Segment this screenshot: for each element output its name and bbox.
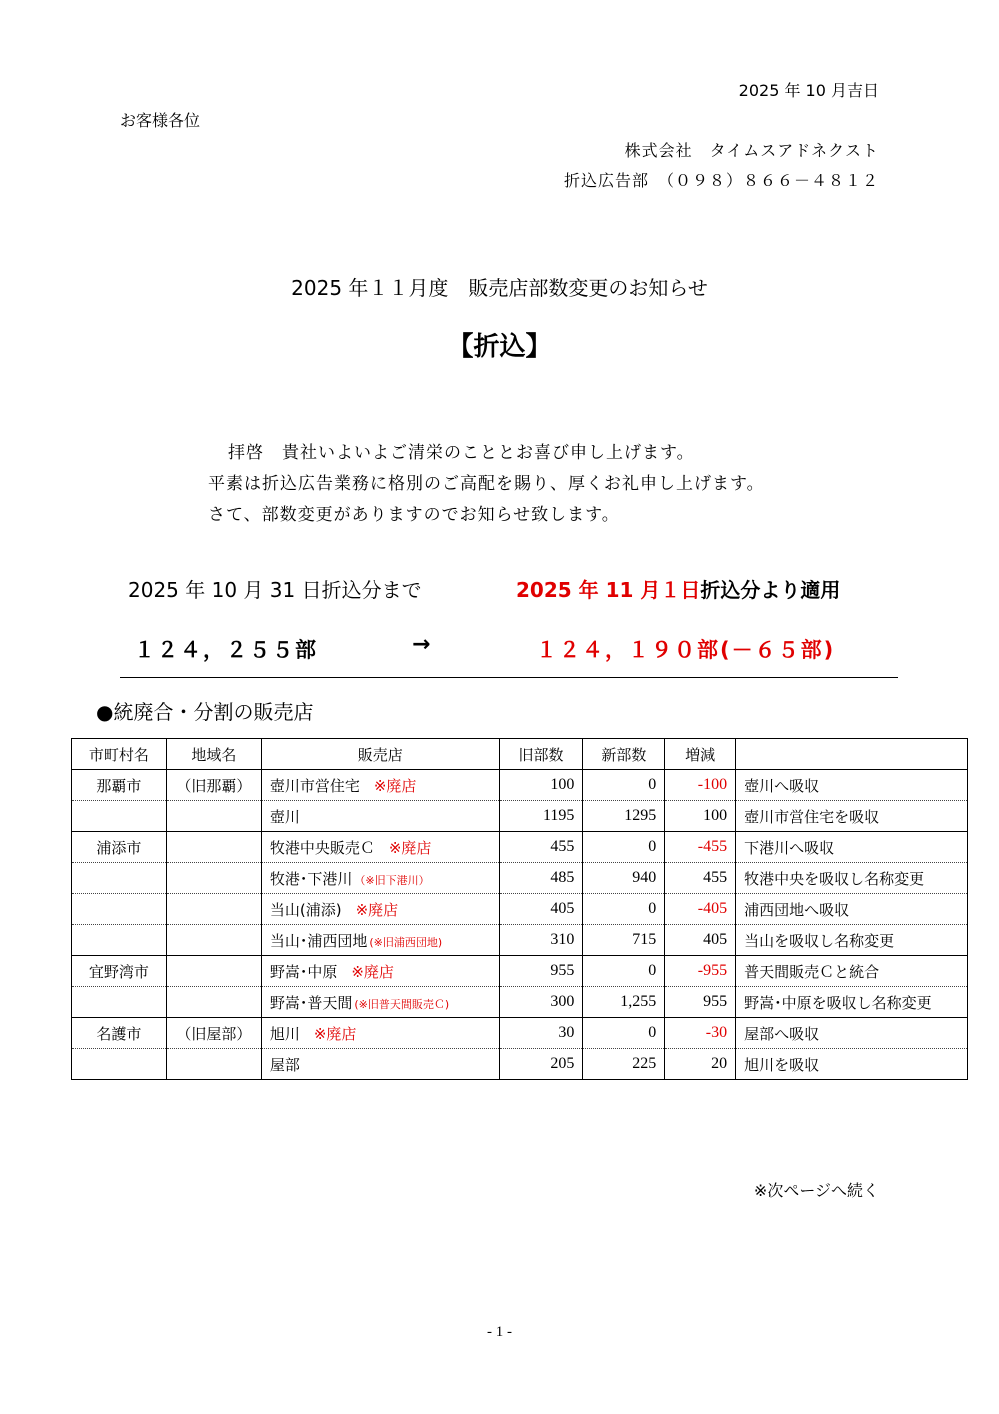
cell-city: 浦添市 [72,832,167,863]
header-city: 市町村名 [72,739,167,770]
new-total-count: １２４，１９０部(－６５部) [536,638,836,662]
divider [120,677,898,678]
until-label: 2025 年 10 月 31 日折込分まで [128,578,422,602]
cell-area [166,956,261,987]
continued-note: ※次ページへ続く [753,1181,879,1200]
cell-new-count: 0 [583,894,665,925]
cell-diff: -100 [665,770,736,801]
cell-city [72,1049,167,1080]
header-old: 旧部数 [499,739,583,770]
cell-area [166,801,261,832]
cell-new-count: 1,255 [583,987,665,1018]
cell-store [261,1049,499,1080]
cell-remark: 壺川市営住宅を吸収 [736,801,968,832]
cell-store [261,832,499,863]
cell-store [261,770,499,801]
store-name: 野嵩･普天間 [269,993,353,1012]
cell-area: （旧那覇） [166,770,261,801]
store-note: (※旧浦西団地) [369,935,443,949]
page-subtitle: 【折込】 [447,332,552,362]
greeting-line-2: 平素は折込広告業務に格別のご高配を賜り、厚くお礼申し上げます。 [208,474,765,494]
cell-diff: -30 [665,1018,736,1049]
header-new: 新部数 [583,739,665,770]
cell-new-count: 0 [583,1018,665,1049]
store-note: ※廃店 [373,776,417,795]
cell-new-count: 940 [583,863,665,894]
store-name: 旭川 [269,1024,300,1043]
company-name: 株式会社 タイムスアドネクスト [624,141,879,160]
store-name: 牧港中央販売Ｃ [269,838,375,857]
cell-store [261,1018,499,1049]
table-row [72,770,968,801]
store-name: 当山(浦添) [269,900,342,919]
cell-store [261,894,499,925]
cell-new-count: 715 [583,925,665,956]
header-diff: 増減 [665,739,736,770]
table-row [72,832,968,863]
cell-city: 宜野湾市 [72,956,167,987]
cell-new-count: 225 [583,1049,665,1080]
cell-old-count: 1195 [499,801,583,832]
cell-old-count: 300 [499,987,583,1018]
greeting-line-3: さて、部数変更がありますのでお知らせ致します。 [208,505,620,525]
cell-area [166,832,261,863]
cell-city [72,987,167,1018]
table-row [72,894,968,925]
store-name: 壺川市営住宅 [269,776,360,795]
cell-remark: 当山を吸収し名称変更 [736,925,968,956]
cell-old-count: 310 [499,925,583,956]
cell-diff: 955 [665,987,736,1018]
table-row [72,987,968,1018]
cell-remark: 牧港中央を吸収し名称変更 [736,863,968,894]
cell-diff: 455 [665,863,736,894]
cell-diff: -955 [665,956,736,987]
store-note: ※廃店 [355,900,399,919]
cell-city: 那覇市 [72,770,167,801]
cell-area [166,863,261,894]
cell-area [166,987,261,1018]
cell-diff: -405 [665,894,736,925]
header-remark [736,739,968,770]
store-name: 当山･浦西団地 [269,931,368,950]
cell-remark: 浦西団地へ吸収 [736,894,968,925]
store-name: 壺川 [269,807,300,826]
cell-old-count: 405 [499,894,583,925]
cell-old-count: 955 [499,956,583,987]
cell-remark: 壺川へ吸収 [736,770,968,801]
table-header-row [72,739,968,770]
table-row [72,1049,968,1080]
addressee: お客様各位 [120,111,201,130]
page-title: 2025 年１１月度 販売店部数変更のお知らせ [291,276,708,300]
table-row [72,925,968,956]
cell-store [261,801,499,832]
cell-area [166,894,261,925]
table-row [72,1018,968,1049]
cell-old-count: 205 [499,1049,583,1080]
cell-city [72,801,167,832]
store-name: 屋部 [269,1055,300,1074]
store-note: （※旧下港川） [354,873,430,887]
cell-area [166,1049,261,1080]
cell-area: （旧屋部） [166,1018,261,1049]
cell-old-count: 100 [499,770,583,801]
cell-remark: 野嵩･中原を吸収し名称変更 [736,987,968,1018]
cell-diff: 100 [665,801,736,832]
table-row [72,956,968,987]
store-note: (※旧普天間販売Ｃ) [354,997,450,1011]
header-area: 地域名 [166,739,261,770]
cell-city [72,894,167,925]
cell-city [72,863,167,894]
table-row [72,801,968,832]
cell-old-count: 30 [499,1018,583,1049]
cell-remark: 普天間販売Ｃと統合 [736,956,968,987]
cell-diff: 20 [665,1049,736,1080]
cell-store [261,925,499,956]
cell-city: 名護市 [72,1018,167,1049]
apply-from-suffix: 折込分より適用 [700,578,841,602]
department-contact: 折込広告部 （０９８）８６６－４８１２ [563,171,879,190]
cell-remark: 屋部へ吸収 [736,1018,968,1049]
store-name: 牧港･下港川 [269,869,353,888]
old-total-count: １２４，２５５部 [134,638,318,662]
apply-from-label [516,574,840,603]
cell-new-count: 1295 [583,801,665,832]
cell-area [166,925,261,956]
store-note: ※廃店 [351,962,394,981]
cell-old-count: 455 [499,832,583,863]
cell-new-count: 0 [583,770,665,801]
greeting-line-1: 拝啓 貴社いよいよご清栄のこととお喜び申し上げます。 [228,443,695,463]
table-row [72,863,968,894]
cell-remark: 下港川へ吸収 [736,832,968,863]
section-title: ●統廃合・分割の販売店 [96,700,314,724]
cell-store [261,956,499,987]
cell-store [261,987,499,1018]
cell-old-count: 485 [499,863,583,894]
cell-city [72,925,167,956]
cell-store [261,863,499,894]
document-date: 2025 年 10 月吉日 [738,81,879,100]
cell-new-count: 0 [583,832,665,863]
store-change-table [71,738,968,1080]
header-store: 販売店 [261,739,499,770]
store-note: ※廃店 [313,1024,357,1043]
store-name: 野嵩･中原 [269,962,338,981]
arrow-icon: → [412,632,431,657]
cell-diff: 405 [665,925,736,956]
cell-new-count: 0 [583,956,665,987]
apply-from-date: 2025 年 11 月１日 [516,578,701,602]
cell-diff: -455 [665,832,736,863]
store-note: ※廃店 [388,838,432,857]
page-number: - 1 - [487,1324,512,1340]
cell-remark: 旭川を吸収 [736,1049,968,1080]
